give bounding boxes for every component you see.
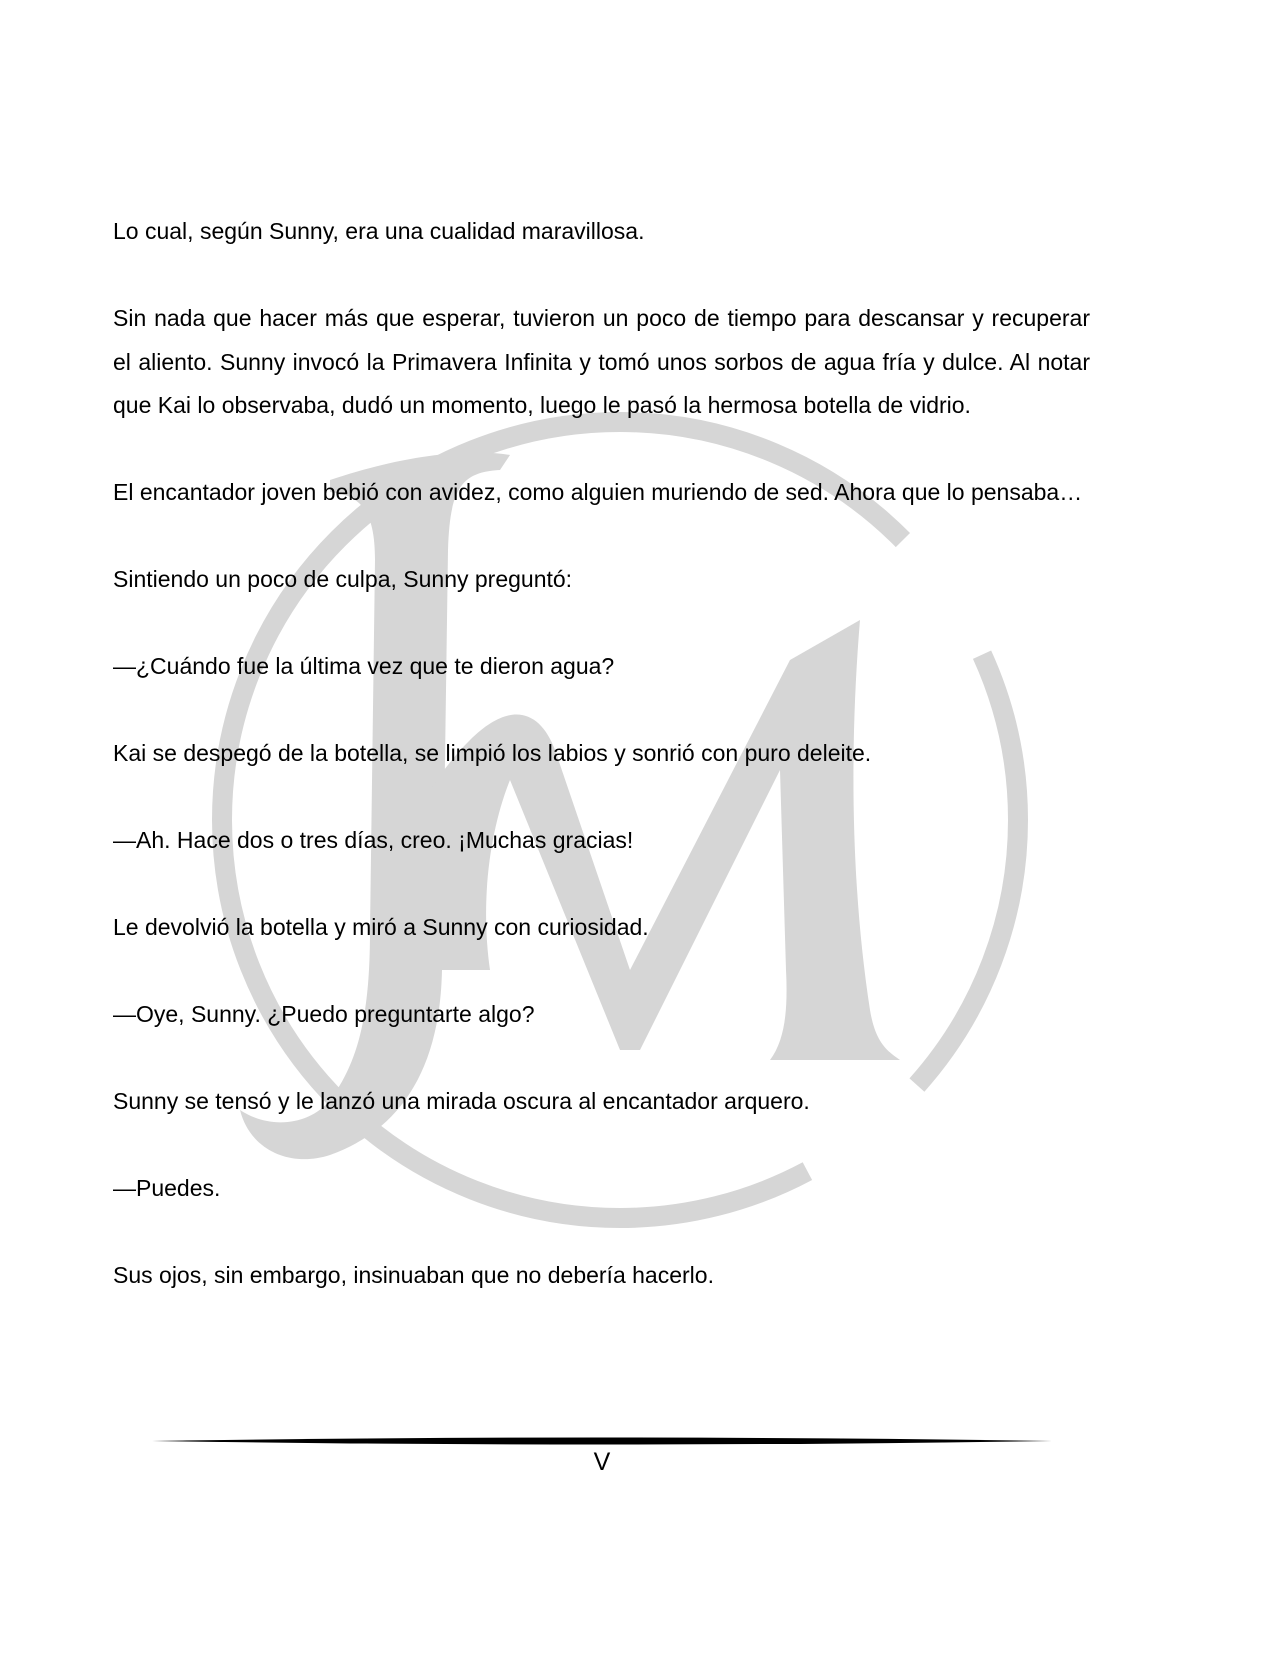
paragraph: Sus ojos, sin embargo, insinuaban que no debería hacerlo. xyxy=(113,1262,714,1288)
paragraph: El encantador joven bebió con avidez, como alguien muriendo de sed. Ahora que lo pensaba… xyxy=(113,479,1083,505)
paragraph: Kai se despegó de la botella, se limpió los labios y sonrió con puro deleite. xyxy=(113,740,872,766)
paragraph: —Ah. Hace dos o tres días, creo. ¡Muchas gracias! xyxy=(113,827,634,853)
paragraph: Sin nada que hacer más que esperar, tuvieron un poco de tiempo para descansar y recuperar el aliento. Sunny invocó la Primavera Infinita y tomó unos sorbos de agua fría y dulce. Al notar que Kai lo observaba, dudó un momento, luego le pasó la hermosa botella de vidrio. xyxy=(113,305,1090,418)
chapter-body xyxy=(113,210,1090,1298)
footer-divider xyxy=(152,1436,1052,1446)
paragraph: Sintiendo un poco de culpa, Sunny preguntó: xyxy=(113,566,573,592)
paragraph: Le devolvió la botella y miró a Sunny con curiosidad. xyxy=(113,914,649,940)
paragraph: —¿Cuándo fue la última vez que te dieron agua? xyxy=(113,653,615,679)
paragraph: Sunny se tensó y le lanzó una mirada oscura al encantador arquero. xyxy=(113,1088,810,1114)
paragraph: Lo cual, según Sunny, era una cualidad maravillosa. xyxy=(113,218,645,244)
page-number: V xyxy=(593,1448,611,1476)
paragraph: —Puedes. xyxy=(113,1175,221,1201)
paragraph: —Oye, Sunny. ¿Puedo preguntarte algo? xyxy=(113,1001,535,1027)
